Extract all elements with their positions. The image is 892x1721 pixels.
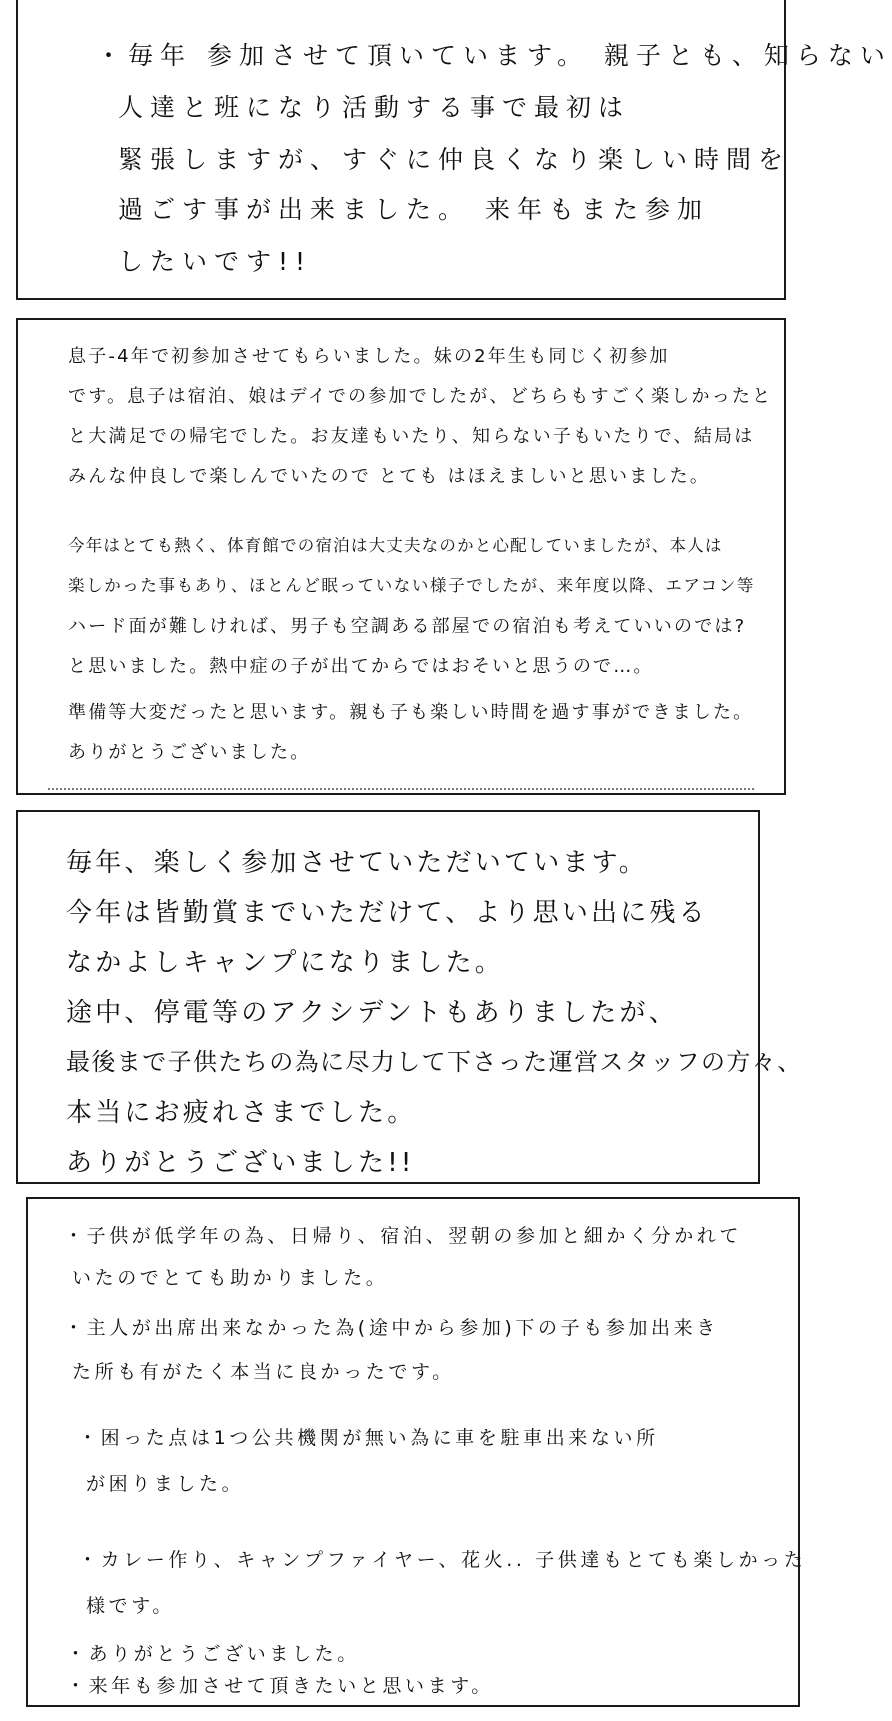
comment-line: ・困った点は1つ公共機関が無い為に車を駐車出来ない所 (78, 1427, 659, 1449)
comment-line: ありがとうございました。 (68, 742, 311, 763)
comment-line: 準備等大変だったと思います。親も子も楽しい時間を過す事ができました。 (68, 702, 754, 723)
comment-line: ・来年も参加させて頂きたいと思います。 (66, 1675, 494, 1697)
comment-line: ・毎年 参加させて頂いています。 親子とも、知らない (96, 41, 892, 70)
comment-line: です。息子は宿泊、娘はデイでの参加でしたが、どちらもすごく楽しかったと (68, 386, 773, 407)
comment-line: が困りました。 (86, 1473, 245, 1495)
comment-line: 今年はとても熱く、体育館での宿泊は大丈夫なのかと心配していましたが、本人は (68, 536, 723, 555)
scan-dotted-line (48, 788, 754, 792)
comment-line: ・カレー作り、キャンプファイヤー、花火.. 子供達もとても楽しかった (78, 1549, 807, 1571)
comment-line: ハード面が難しければ、男子も空調ある部屋での宿泊も考えていいのでは? (68, 616, 747, 637)
comment-card-2 (16, 318, 786, 795)
comment-line: 途中、停電等のアクシデントもありましたが、 (66, 998, 678, 1028)
comment-card-4 (26, 1197, 807, 1707)
comment-line: みんな仲良しで楽しんでいたので とても はほえましいと思いました。 (68, 466, 711, 487)
comment-card-1 (16, 0, 892, 300)
comment-line: ・子供が低学年の為、日帰り、宿泊、翌朝の参加と細かく分かれて (64, 1225, 743, 1247)
comment-line: したいです!! (118, 247, 313, 276)
comment-line: 毎年、楽しく参加させていただいています。 (66, 848, 648, 878)
comment-line: ・主人が出席出来なかった為(途中から参加)下の子も参加出来き (64, 1317, 719, 1339)
comment-line: 息子-4年で初参加させてもらいました。妹の2年生も同じく初参加 (68, 346, 670, 367)
comment-line: 人達と班になり活動する事で最初は (118, 93, 631, 122)
comment-card-3 (16, 810, 803, 1184)
comment-line: 緊張しますが、すぐに仲良くなり楽しい時間を (118, 145, 791, 174)
comment-line: いたのでとても助かりました。 (72, 1267, 389, 1289)
comment-line: なかよしキャンプになりました。 (66, 948, 505, 978)
comment-line: ありがとうございました!! (66, 1148, 415, 1178)
comment-line: と思いました。熱中症の子が出てからではおそいと思うので…。 (68, 656, 654, 677)
comment-line: た所も有がたく本当に良かったです。 (72, 1361, 455, 1383)
comment-line: 様です。 (86, 1595, 175, 1617)
comment-line: 今年は皆勤賞までいただけて、より思い出に残る (66, 898, 708, 928)
comment-line: 楽しかった事もあり、ほとんど眠っていない様子でしたが、来年度以降、エアコン等 (68, 576, 755, 595)
comment-line: と大満足での帰宅でした。お友達もいたり、知らない子もいたりで、結局は (68, 426, 755, 447)
comment-line: 本当にお疲れさまでした。 (66, 1098, 417, 1128)
comment-line: ・ありがとうございました。 (66, 1643, 360, 1665)
comment-line: 最後まで子供たちの為に尽力して下さった運営スタッフの方々、 (66, 1048, 803, 1076)
comment-line: 過ごす事が出来ました。 来年もまた参加 (118, 195, 709, 224)
